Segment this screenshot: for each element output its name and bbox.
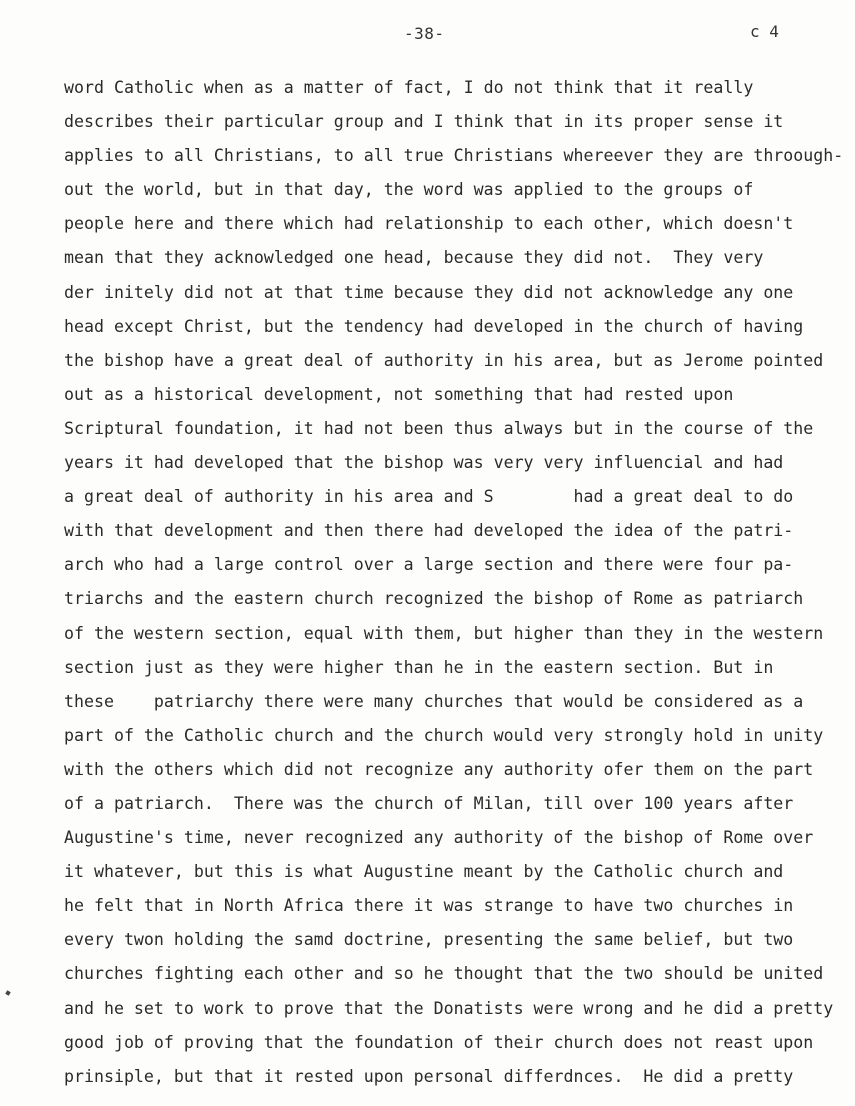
text-line: der initely did not at that time because they did not acknowledge any one bbox=[64, 282, 794, 302]
text-line: with the others which did not recognize any authority ofer them on the part bbox=[64, 759, 814, 779]
body-text bbox=[64, 77, 854, 1100]
stray-ink-mark bbox=[5, 990, 10, 995]
text-line: out the world, but in that day, the word was applied to the groups of bbox=[64, 180, 754, 200]
text-line: Augustine's time, never recognized any authority of the bishop of Rome over bbox=[64, 828, 814, 848]
page-code: c 4 bbox=[750, 22, 779, 41]
text-line: describes their particular group and I think that in its proper sense it bbox=[64, 112, 784, 132]
text-line: part of the Catholic church and the church would very strongly hold in unity bbox=[64, 725, 824, 745]
text-line: mean that they acknowledged one head, because they did not. They very bbox=[64, 248, 764, 268]
text-line: and he set to work to prove that the Donatists were wrong and he did a pretty bbox=[64, 998, 834, 1018]
text-line: of the western section, equal with them, but higher than they in the western bbox=[64, 623, 824, 643]
text-line: prinsiple, but that it rested upon personal differdnces. He did a pretty bbox=[64, 1066, 794, 1086]
text-line: years it had developed that the bishop was very very influencial and had bbox=[64, 453, 784, 473]
text-line: out as a historical development, not something that had rested upon bbox=[64, 384, 734, 404]
text-line: a great deal of authority in his area and S had a great deal to do bbox=[64, 487, 794, 507]
text-line: head except Christ, but the tendency had developed in the church of having bbox=[64, 316, 804, 336]
text-line: these patriarchy there were many churches that would be considered as a bbox=[64, 691, 804, 711]
text-line: people here and there which had relationship to each other, which doesn't bbox=[64, 214, 794, 234]
text-line: of a patriarch. There was the church of Milan, till over 100 years after bbox=[64, 793, 794, 813]
text-line: churches fighting each other and so he thought that the two should be united bbox=[64, 964, 824, 984]
text-line: arch who had a large control over a large section and there were four pa- bbox=[64, 555, 794, 575]
text-line: it whatever, but this is what Augustine meant by the Catholic church and bbox=[64, 862, 784, 882]
text-line: good job of proving that the foundation of their church does not reast upon bbox=[64, 1032, 814, 1052]
text-line: he felt that in North Africa there it was strange to have two churches in bbox=[64, 896, 794, 916]
text-line: section just as they were higher than he in the eastern section. But in bbox=[64, 657, 774, 677]
text-line: applies to all Christians, to all true Christians whereever they are throough- bbox=[64, 146, 844, 166]
page-number: -38- bbox=[404, 24, 445, 43]
text-line: word Catholic when as a matter of fact, I do not think that it really bbox=[64, 78, 754, 97]
text-line: the bishop have a great deal of authority in his area, but as Jerome pointed bbox=[64, 350, 824, 370]
text-line: triarchs and the eastern church recognized the bishop of Rome as patriarch bbox=[64, 589, 804, 609]
text-line: with that development and then there had developed the idea of the patri- bbox=[64, 521, 794, 541]
text-line: Scriptural foundation, it had not been thus always but in the course of the bbox=[64, 418, 814, 438]
text-line: every twon holding the samd doctrine, presenting the same belief, but two bbox=[64, 930, 794, 950]
